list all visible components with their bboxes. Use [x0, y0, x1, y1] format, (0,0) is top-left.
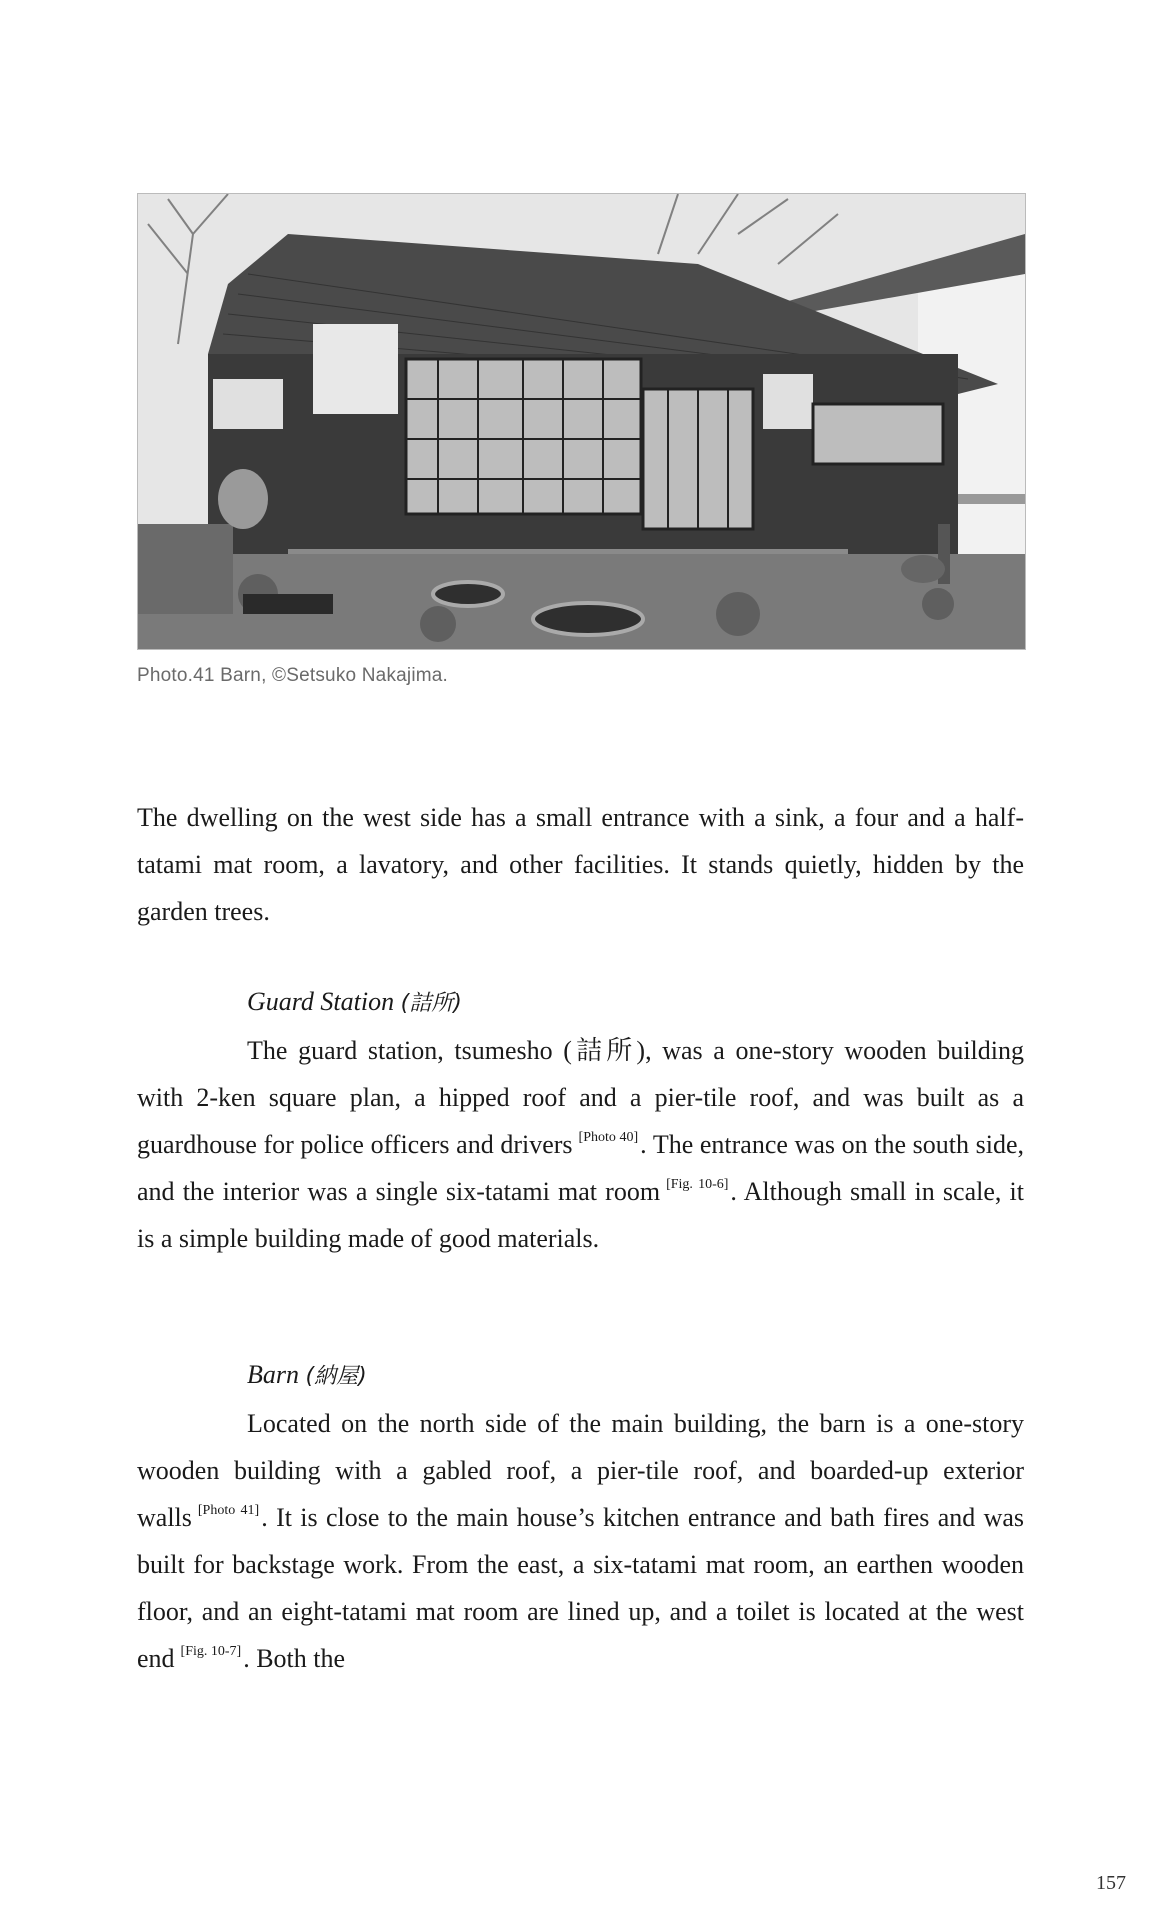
- barn-heading-kanji: (納屋): [305, 1364, 367, 1389]
- barn-text-3: . Both the: [243, 1644, 346, 1673]
- guard-station-text-2: . The entrance was on the south side, and the interior was a single six-tatami mat room: [137, 1130, 1025, 1206]
- barn-text-1: Located on the north side of the main building, the barn is a one-story wooden building with a gabled roof, a pier-tile roof, and boarded-up exterior walls: [137, 1409, 1024, 1532]
- barn-paragraph: [137, 1400, 1024, 1682]
- guard-station-paragraph: [137, 1027, 1024, 1262]
- guard-station-heading-kanji: (詰所): [400, 991, 462, 1016]
- photo-caption: Photo.41 Barn, ©Setsuko Nakajima.: [137, 665, 449, 686]
- page-number: 157: [1096, 1872, 1126, 1894]
- guard-station-text-1: The guard station, tsumesho (詰所), was a one-story wooden building with 2-ken square plan, a hipped roof and a pier-tile roof, and was built as a guardhouse for police officers and drivers: [137, 1036, 1024, 1159]
- barn-photo-illustration: [138, 194, 1025, 649]
- barn-photo: [137, 193, 1026, 650]
- barn-section: [137, 1351, 1024, 1682]
- intro-paragraph: The dwelling on the west side has a small entrance with a sink, a four and a half-tatami mat room, a lavatory, and other facilities. It stands quietly, hidden by the garden trees.: [137, 803, 1024, 926]
- guard-station-text-3: . Although small in scale, it is a simple building made of good materials.: [137, 1177, 1024, 1253]
- barn-text-2: . It is close to the main house’s kitchen entrance and bath fires and was built for backstage work. From the east, a six-tatami mat room, an earthen wooden floor, and an eight-tatami mat room are lined up, and a toilet is located at the west end: [137, 1503, 1025, 1673]
- intro-paragraph-block: [137, 794, 1024, 935]
- fig-10-6-reference: [Fig. 10-6]: [666, 1177, 729, 1192]
- guard-station-section: [137, 978, 1024, 1262]
- fig-10-7-reference: [Fig. 10-7]: [180, 1644, 242, 1659]
- photo-41-reference: [Photo 41]: [197, 1503, 260, 1518]
- guard-station-heading: [137, 978, 1024, 1027]
- barn-heading: [137, 1351, 1024, 1400]
- guard-station-heading-text: Guard Station: [247, 987, 395, 1016]
- photo-40-reference: [Photo 40]: [578, 1130, 639, 1145]
- barn-heading-text: Barn: [247, 1360, 299, 1389]
